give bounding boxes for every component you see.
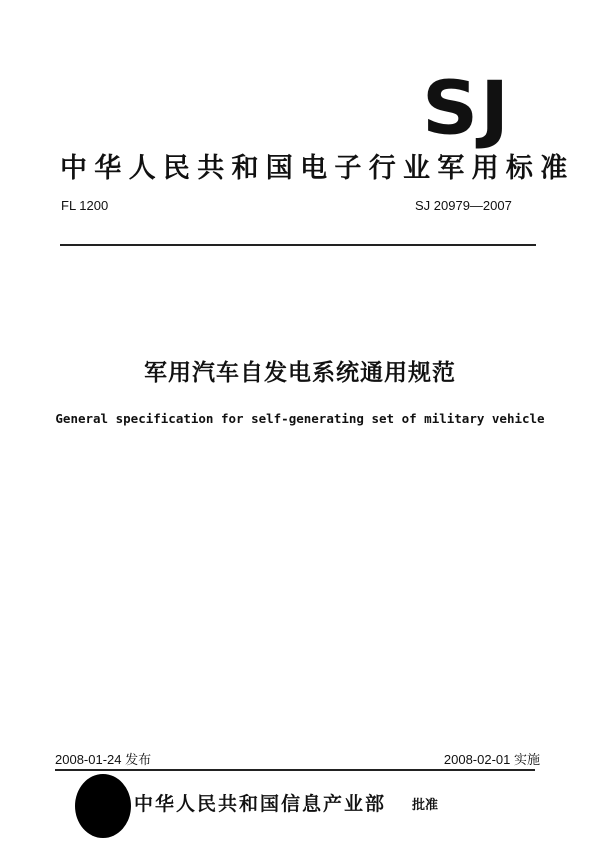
issue-date: 2008-01-24 发布	[55, 752, 152, 767]
header-divider	[60, 244, 536, 246]
title-chinese: 军用汽车自发电系统通用规范	[144, 360, 456, 386]
footer-divider	[55, 769, 535, 771]
standard-type: 中华人民共和国电子行业军用标准	[60, 153, 575, 184]
title-english: General specification for self-generating set of military vehicle	[55, 411, 545, 426]
seal-mark	[75, 774, 131, 838]
approval-label: 批准	[412, 798, 439, 813]
sj-logo: SJ	[422, 66, 512, 152]
issuing-authority: 中华人民共和国信息产业部	[134, 793, 387, 815]
effective-date: 2008-02-01 实施	[443, 752, 540, 767]
standard-code: SJ 20979—2007	[415, 198, 512, 213]
classification-code: FL 1200	[61, 198, 109, 213]
